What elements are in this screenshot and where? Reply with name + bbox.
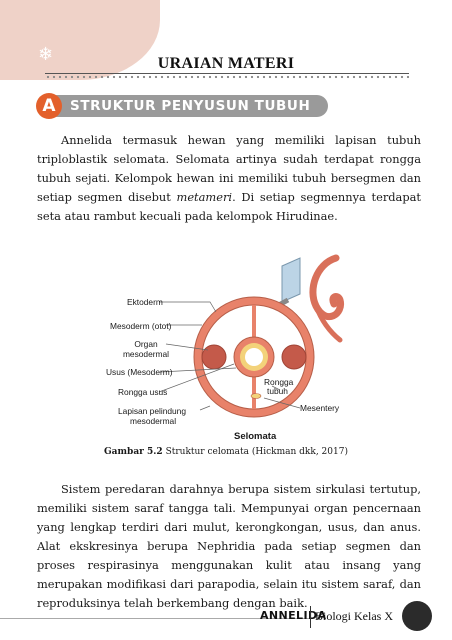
intro-text-part2: . Di setiap segmennya terdapat seta atau rambut kecuali pada kelompok Hirudinae. — [37, 190, 422, 223]
section-title: STRUKTUR PENYUSUN TUBUH — [70, 98, 311, 114]
intro-paragraph — [37, 131, 421, 226]
label-selomata: Selomata — [234, 431, 277, 442]
label-rongga-tubuh-line1: Rongga — [264, 377, 294, 387]
page-header-title: URAIAN MATERI — [157, 55, 295, 72]
intro-text-part1: Annelida termasuk hewan yang memiliki lapisan tubuh triploblastik selomata. Selomata artinya sudah terdapat rongga tubuh sejati. Kelompok hewan ini memiliki tubuh bersegmen dan setiap segmen disebut — [37, 133, 421, 204]
figure-caption — [0, 447, 452, 457]
header-dotted-divider — [45, 75, 409, 79]
body-paragraph: Sistem peredaran darahnya berupa sistem sirkulasi tertutup, memiliki sistem saraf tangga tali. Mempunyai organ pencernaan yang lengkap terdiri dari mulut, kerongkongan, usus, dan anus. Alat ekskresinya berupa Nephridia pada setiap segmen dan proses respirasinya menggunakan kulit atau insang yang merupakan modifikasi dari parapodia, selain itu sistem saraf, dan reproduksinya telah berkembang dengan baik. — [37, 482, 421, 610]
label-organ-line1: Organ — [134, 339, 158, 349]
left-organ — [202, 345, 226, 369]
ventral-mesentery — [252, 377, 256, 409]
label-usus: Usus (Mesoderm) — [106, 367, 173, 377]
snowflake-icon: ❄ — [38, 44, 54, 65]
footer-brand: ANNELIDA — [260, 609, 327, 622]
footer-circle-decoration — [402, 601, 432, 631]
footer-subtitle: Biologi Kelas X — [315, 609, 393, 623]
section-letter-badge: A — [36, 93, 62, 119]
caption-number: Gambar 5.2 — [104, 447, 163, 457]
label-lapisan-line1: Lapisan pelindung — [118, 406, 186, 416]
slice-plane — [282, 258, 300, 302]
label-organ-line2: mesodermal — [122, 349, 170, 359]
right-organ — [282, 345, 306, 369]
intro-text-italic: metameri — [176, 190, 233, 204]
footer-separator — [310, 606, 311, 628]
label-lapisan-line2: mesodermal — [130, 416, 177, 426]
label-ektoderm: Ektoderm — [127, 297, 163, 307]
label-rongga-tubuh-line2: tubuh — [267, 386, 288, 396]
caption-text: Struktur celomata (Hickman dkk, 2017) — [162, 447, 348, 457]
coelom-diagram — [104, 240, 364, 445]
header-divider — [45, 73, 409, 74]
gut-lumen — [245, 348, 263, 366]
section-banner — [36, 93, 328, 119]
mesentery-marker — [251, 394, 261, 399]
label-mesoderm: Mesoderm (otot) — [110, 321, 172, 331]
dorsal-mesentery — [252, 305, 256, 337]
label-mesentery: Mesentery — [300, 403, 340, 413]
label-rongga-usus: Rongga usus — [118, 387, 168, 397]
